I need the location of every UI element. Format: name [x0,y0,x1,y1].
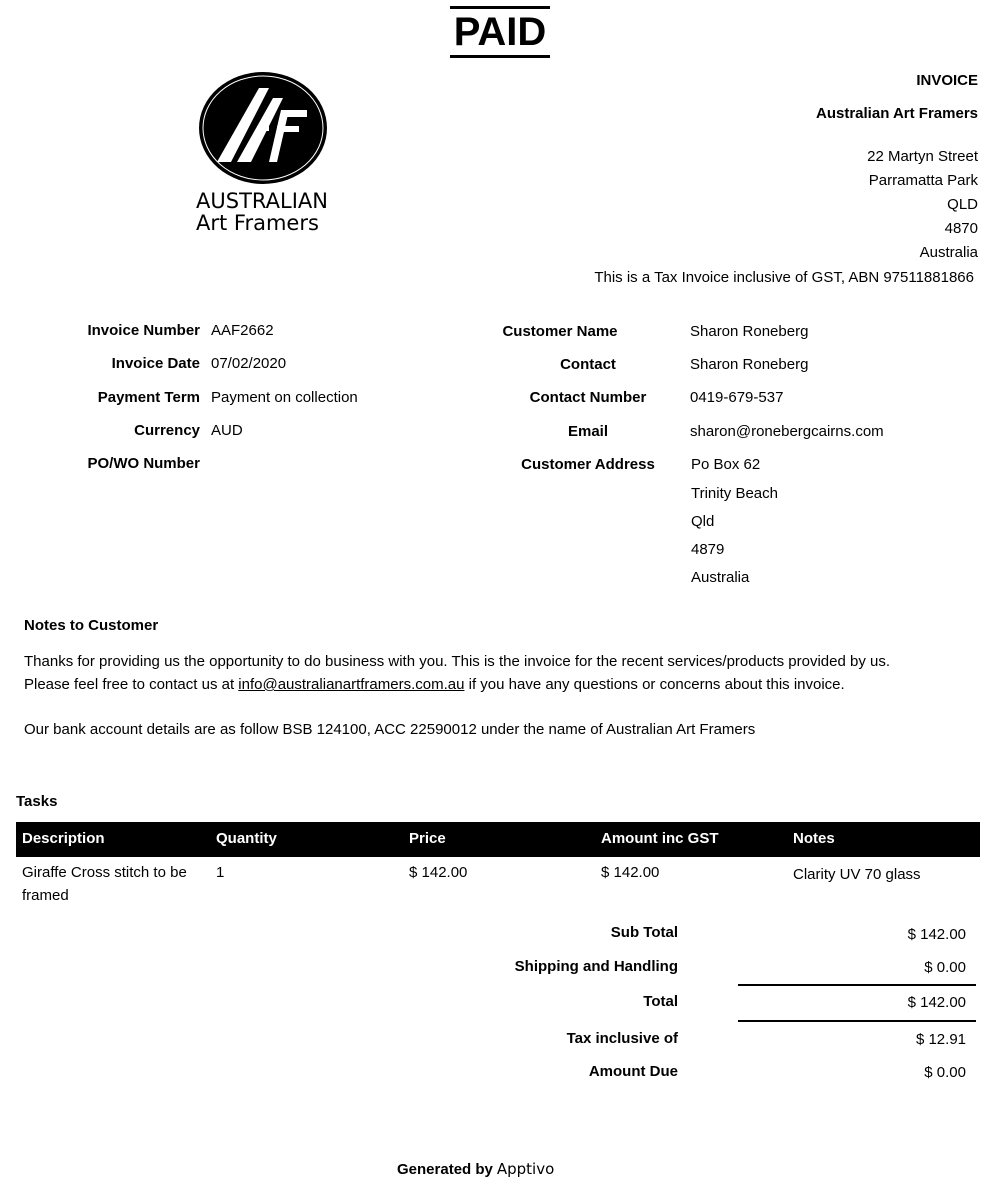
table-row [16,864,980,910]
customer-address-line: Qld [691,513,715,530]
column-header-amount: Amount inc GST [601,830,719,847]
column-header-notes: Notes [793,830,835,847]
customer-name-label: Customer Name [502,323,618,340]
task-amount: $ 142.00 [601,864,660,881]
contact-number-label: Contact Number [529,389,647,406]
total-value: $ 142.00 [907,994,966,1011]
payment-term: Payment on collection [211,389,358,406]
shipping-label: Shipping and Handling [514,958,678,975]
shipping-value: $ 0.00 [924,959,966,976]
column-header-description: Description [22,830,105,847]
task-description: Giraffe Cross stitch to be [22,864,187,881]
subtotal-label: Sub Total [610,924,678,941]
totals-rule [738,984,976,986]
tax-invoice-note: This is a Tax Invoice inclusive of GST, ABN 97511881866 [594,269,974,286]
task-quantity: 1 [216,864,225,881]
customer-address-line: Australia [691,569,750,586]
column-header-quantity: Quantity [216,830,277,847]
company-address-line: 4870 [944,220,978,237]
totals-rule [738,1020,976,1022]
contact-label: Contact [560,356,616,373]
amount-due-value: $ 0.00 [924,1064,966,1081]
company-address-line: Parramatta Park [868,172,978,189]
tax-label: Tax inclusive of [566,1030,678,1047]
payment-term-label: Payment Term [97,389,200,406]
customer-address-line: Trinity Beach [691,485,778,502]
company-name: Australian Art Framers [816,105,978,122]
invoice-number-label: Invoice Number [87,322,200,339]
customer-email: sharon@ronebergcairns.com [690,423,884,440]
amount-due-label: Amount Due [588,1063,678,1080]
generated-by: Generated by Apptivo [397,1160,555,1178]
invoice-date-label: Invoice Date [111,355,200,372]
currency-label: Currency [134,422,200,439]
customer-address-line: 4879 [691,541,725,558]
notes-line-2: Please feel free to contact us at info@australianartframers.com.au if you have any questions or concerns about this invoice. [24,676,845,693]
invoice-number: AAF2662 [211,322,274,339]
logo-wordmark: AUSTRALIAN Art Framers [196,189,328,235]
contact-email-link[interactable]: info@australianartframers.com.au [238,676,465,693]
total-label: Total [643,993,678,1010]
subtotal-value: $ 142.00 [907,926,966,943]
email-label: Email [567,423,609,440]
contact-number: 0419-679-537 [690,389,784,406]
contact-name: Sharon Roneberg [690,356,809,373]
company-address-line: QLD [947,196,978,213]
customer-address-label: Customer Address [521,456,655,473]
column-header-price: Price [409,830,446,847]
company-address-line: Australia [919,244,978,261]
customer-address-line: Po Box 62 [691,456,761,473]
task-notes: Clarity UV 70 glass [793,866,921,883]
tax-value: $ 12.91 [915,1031,966,1048]
tasks-table-header [16,822,980,857]
apptivo-logo: Apptivo [496,1160,555,1178]
notes-line-1: Thanks for providing us the opportunity to do business with you. This is the invoice for the recent services/products provided by us. [24,653,891,670]
company-logo [197,70,329,186]
notes-heading: Notes to Customer [24,617,159,634]
document-type: INVOICE [916,72,978,89]
invoice-date: 07/02/2020 [211,355,287,372]
bank-details: Our bank account details are as follow BSB 124100, ACC 22590012 under the name of Australian Art Framers [24,721,756,738]
task-price: $ 142.00 [409,864,468,881]
currency: AUD [211,422,243,439]
po-number-label: PO/WO Number [87,455,200,472]
company-address-line: 22 Martyn Street [867,148,978,165]
customer-name: Sharon Roneberg [690,323,809,340]
task-description-cont: framed [22,887,69,904]
paid-stamp: PAID [450,6,550,58]
tasks-heading: Tasks [16,793,58,810]
